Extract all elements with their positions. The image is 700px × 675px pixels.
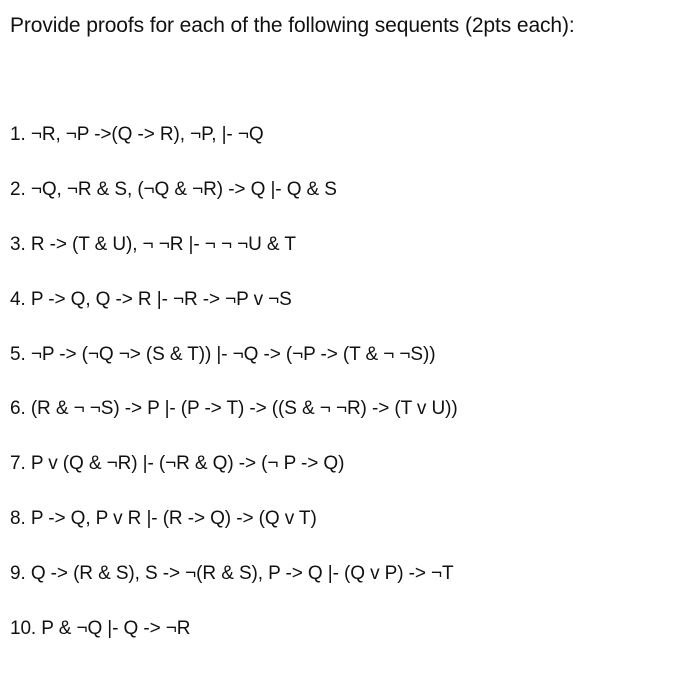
sequent-4: 4. P -> Q, Q -> R |- ¬R -> ¬P v ¬S [10, 288, 292, 310]
sequent-9: 9. Q -> (R & S), S -> ¬(R & S), P -> Q |- (Q v P) -> ¬T [10, 563, 454, 585]
sequent-1: 1. ¬R, ¬P ->(Q -> R), ¬P, |- ¬Q [10, 124, 264, 145]
sequent-10: 10. P & ¬Q |- Q -> ¬R [10, 618, 191, 640]
sequent-2: 2. ¬Q, ¬R & S, (¬Q & ¬R) -> Q |- Q & S [10, 178, 337, 200]
assignment-heading: Provide proofs for each of the following sequents (2pts each): [10, 14, 575, 37]
sequent-7: 7. P v (Q & ¬R) |- (¬R & Q) -> (¬ P -> Q) [10, 453, 345, 475]
sequent-5: 5. ¬P -> (¬Q ¬> (S & T)) |- ¬Q -> (¬P -> (T & ¬ ¬S)) [10, 343, 436, 365]
sequent-3: 3. R -> (T & U), ¬ ¬R |- ¬ ¬ ¬U & T [10, 233, 296, 255]
sequent-8: 8. P -> Q, P v R |- (R -> Q) -> (Q v T) [10, 508, 317, 530]
sequent-6: 6. (R & ¬ ¬S) -> P |- (P -> T) -> ((S & ¬ ¬R) -> (T v U)) [10, 398, 458, 420]
sequent-list [10, 121, 458, 670]
